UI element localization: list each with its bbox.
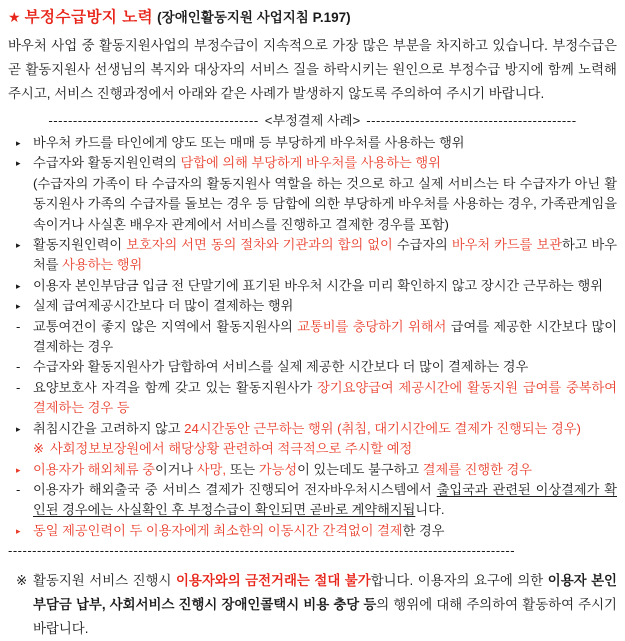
list-item	[8, 439, 617, 459]
dash-icon: -	[16, 481, 21, 497]
list-item	[8, 276, 617, 296]
text-segment: 이용자가 해외체류 중	[33, 461, 155, 477]
text-segment: 합니다. 이용자의 요구에 의한	[370, 573, 548, 589]
text-segment: 담합에 의해 부당하게 바우처를 사용하는 행위	[180, 155, 441, 171]
text-segment: 장기요양급여 제공시간에 활동지원 급여를 중복하여 결제하는 경우 등	[33, 379, 617, 416]
list-item	[8, 296, 617, 316]
text-segment: 가능성	[258, 461, 298, 477]
text-segment: 요양보호사 자격을 함께 갖고 있는 활동지원사가	[33, 379, 318, 395]
bullet-triangle-icon: ▸	[16, 423, 21, 434]
reference-mark-icon: ※	[33, 441, 45, 457]
list-item	[8, 133, 617, 153]
list-item	[8, 174, 617, 235]
text-segment: 사회정보보장원에서 해당상황 관련하여 적극적으로 주시할 예정	[50, 441, 413, 457]
dash-icon: -	[16, 359, 21, 375]
footer-note	[8, 569, 617, 641]
text-segment: 바우처 카드를 보관	[451, 237, 562, 253]
text-segment: 보호자의 서면 동의 절차와 기관과의 합의 없이	[126, 237, 393, 253]
section-title: <부정결제 사례>	[264, 113, 361, 128]
bottom-divider: ---------------------------------------------------------------------------------------------------------	[8, 543, 516, 559]
text-segment: 활동지원 서비스 진행시	[33, 573, 176, 589]
text-segment: 이용자 본인부담금 납부, 사회서비스 진행시 장애인콜택시 비용 충당 등	[33, 573, 617, 613]
list-item	[8, 357, 617, 377]
text-segment: 급여를 제공한 시간보다 많이 결제하는 경우	[33, 318, 617, 355]
text-segment: 수급자와 활동지원사가 담합하여 서비스를 실제 제공한 시간보다 더 많이 결제하는 경우	[33, 359, 529, 375]
bullet-triangle-icon: ▸	[16, 240, 21, 251]
document-title	[8, 6, 617, 29]
text-segment: 동일 제공인력이 두 이용자에게 최소한의 이동시간 간격없이 결제	[33, 522, 403, 538]
text-segment: 교통여건이 좋지 않은 지역에서 활동지원사의	[33, 318, 298, 334]
dash-icon: -	[16, 379, 21, 395]
text-segment: 한 경우	[402, 522, 445, 538]
bullet-triangle-icon: ▸	[16, 525, 21, 536]
star-icon: ★	[8, 9, 21, 25]
bullet-triangle-icon: ▸	[16, 138, 21, 148]
title-reference: (장애인활동지원 사업지침 P.197)	[157, 10, 351, 25]
list-item	[8, 317, 617, 358]
text-segment: 이거나	[154, 461, 197, 477]
text-segment: 교통비를 충당하기 위해서	[297, 318, 447, 334]
list-item	[8, 521, 617, 541]
footer-text	[33, 573, 617, 636]
text-segment: 이 있는데도 불구하고	[297, 461, 423, 477]
list-item	[8, 419, 617, 439]
bullet-triangle-icon: ▸	[16, 464, 21, 475]
text-segment: 의 행위에 대해 주의하여 활동하여 주시기 바랍니다.	[33, 597, 617, 637]
text-segment: 니다.	[415, 502, 445, 518]
text-segment: (수급자의 가족이 타 수급자의 활동지원사 역할을 하는 것으로 하고 실제 서비스는 타 수급자가 아닌 활동지원사 가족의 수급자를 돌보는 경우 등 담합에 의한 부당하게 바우처를 사용하는 경우, 가족관계임을 속이거나 사실혼 배우자 관계에서 서비스를 진행하고 결제한 경우를 포함)	[33, 175, 617, 232]
text-segment: 이용자가 해외출국 중 서비스 결제가 진행되어 전자바우처시스템에서	[33, 481, 437, 497]
bullet-triangle-icon: ▸	[16, 280, 21, 291]
text-segment: 활동지원인력이	[33, 237, 127, 253]
reference-mark-icon: ※	[16, 573, 28, 589]
text-segment: 이용자 본인부담금 입금 전 단말기에 표기된 바우처 시간을 미리 확인하지 않고 장시간 근무하는 행위	[33, 277, 603, 293]
text-segment: 24시간동안 근무하는 행위 (취침, 대기시간에도 결제가 진행되는 경우)	[184, 420, 581, 436]
list-item	[8, 480, 617, 521]
text-segment: 수급자의	[392, 237, 452, 253]
right-dashes: -------------------------------------------	[366, 113, 577, 128]
bullet-triangle-icon: ▸	[16, 301, 21, 312]
text-segment: 결제를 진행한 경우	[422, 461, 532, 477]
text-segment: 바우처 카드를 타인에게 양도 또는 매매 등 부당하게 바우처를 사용하는 행위	[33, 135, 465, 150]
text-segment: 실제 급여제공시간보다 더 많이 결제하는 행위	[33, 298, 294, 314]
list-item	[8, 235, 617, 276]
text-segment: 사망,	[196, 461, 227, 477]
text-segment: 사용하는 행위	[62, 257, 143, 273]
text-segment: 출입국과 관련된 이상결제가 확인된 경우에는 사실확인 후 부정수급이 확인되면 곧바로 계약해지됩	[33, 481, 617, 518]
left-dashes: -------------------------------------------	[48, 113, 259, 128]
list-item	[8, 153, 617, 173]
text-segment: 하고 바우처를	[33, 237, 618, 273]
text-segment: 수급자와 활동지원인력의	[33, 155, 181, 171]
text-segment: 또는	[226, 461, 259, 477]
case-section-header	[8, 111, 617, 131]
intro-paragraph: 바우처 사업 중 활동지원사업의 부정수급이 지속적으로 가장 많은 부분을 차지하고 있습니다. 부정수급은 곧 활동지원사 선생님의 복지와 대상자의 서비스 질을 하락시키는 원인으로 부정수급 방지에 함께 노력해주시고, 서비스 진행과정에서 아래와 같은 사례가 발생하지 않도록 주의하여 주시기 바랍니다.	[8, 38, 617, 101]
list-item	[8, 378, 617, 419]
list-item	[8, 460, 617, 480]
text-segment: 취침시간을 고려하지 않고	[33, 420, 185, 436]
text-segment: 이용자와의 금전거래는 절대 불가	[175, 573, 371, 589]
bullet-triangle-icon: ▸	[16, 158, 21, 169]
dash-icon: -	[16, 318, 21, 334]
title-text: 부정수급방지 노력	[24, 9, 154, 26]
case-list	[8, 133, 617, 541]
